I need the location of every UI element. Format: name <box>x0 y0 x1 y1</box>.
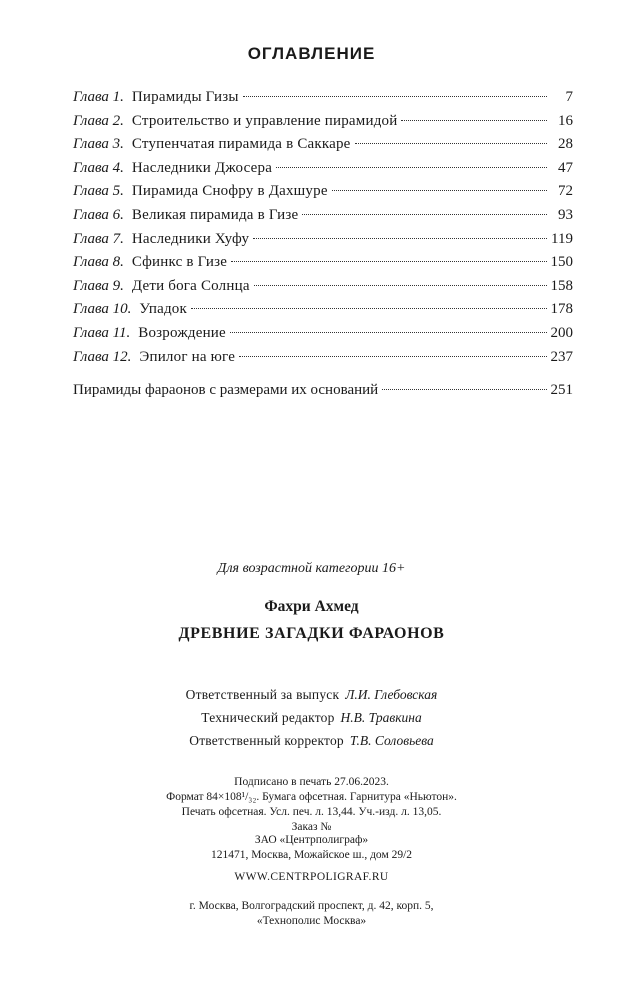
dot-leader <box>243 95 547 97</box>
credit-line <box>0 706 623 729</box>
chapter-label: Глава 4. <box>73 159 124 176</box>
chapter-page: 178 <box>550 301 573 318</box>
chapter-label: Глава 9. <box>73 277 124 294</box>
chapter-title: Пирамида Снофру в Дахшуре <box>131 183 328 200</box>
chapter-title: Пирамиды Гизы <box>131 89 239 105</box>
printing-address-line: «Технополис Москва» <box>256 915 367 927</box>
publisher-info <box>0 833 623 863</box>
print-info-line: Формат 84×108¹/₃₂. Бумага офсетная. Гарнитура «Ньютон». <box>166 791 457 803</box>
chapter-label: Глава 1. <box>73 89 124 105</box>
chapter-page: 93 <box>558 206 573 223</box>
chapter-title: Дети бога Солнца <box>131 277 250 294</box>
chapter-title: Великая пирамида в Гизе <box>131 206 299 223</box>
chapter-title: Возрождение <box>138 324 226 341</box>
dot-leader <box>302 213 547 215</box>
credit-name: Л.И. Глебовская <box>345 687 438 702</box>
dot-leader <box>231 260 546 262</box>
toc-title: ОГЛАВЛЕНИЕ <box>247 44 376 63</box>
publisher-name: ЗАО «Центрполиграф» <box>254 834 369 846</box>
credit-role: Ответственный за выпуск <box>185 687 340 702</box>
credits-block <box>0 683 623 752</box>
credit-name: Н.В. Травкина <box>340 710 422 725</box>
chapter-label: Глава 2. <box>73 112 124 129</box>
chapter-label: Глава 11. <box>73 324 131 341</box>
table-of-contents <box>73 86 573 403</box>
toc-entry <box>73 346 573 370</box>
appendix-title: Пирамиды фараонов с размерами их оснований <box>73 382 379 399</box>
dot-leader <box>191 307 547 309</box>
print-info <box>0 775 623 835</box>
dot-leader <box>355 142 547 144</box>
toc-entry <box>73 251 573 275</box>
dot-leader <box>253 237 547 239</box>
dot-leader <box>230 331 547 333</box>
chapter-page: 158 <box>550 277 573 294</box>
toc-entry <box>73 157 573 181</box>
toc-entry <box>73 322 573 346</box>
printing-address-line: г. Москва, Волгоградский проспект, д. 42, корп. 5, <box>189 900 434 912</box>
credit-name: Т.В. Соловьева <box>349 733 434 748</box>
print-info-line: Подписано в печать 27.06.2023. <box>234 776 389 788</box>
chapter-title: Эпилог на юге <box>139 348 236 365</box>
toc-entry <box>73 86 573 110</box>
chapter-page: 237 <box>550 348 573 365</box>
toc-entry <box>73 133 573 157</box>
credit-line <box>0 729 623 752</box>
credit-role: Технический редактор <box>201 710 335 725</box>
toc-entry-appendix <box>73 379 573 403</box>
print-info-line: Печать офсетная. Усл. печ. л. 13,44. Уч.-изд. л. 13,05. <box>181 806 442 818</box>
author-name: Фахри Ахмед <box>264 598 359 615</box>
chapter-page: 28 <box>558 136 573 153</box>
toc-entry <box>73 180 573 204</box>
dot-leader <box>401 119 547 121</box>
toc-entry <box>73 204 573 228</box>
appendix-page: 251 <box>550 382 573 399</box>
chapter-title: Наследники Джосера <box>131 159 273 176</box>
chapter-page: 150 <box>550 254 573 271</box>
chapter-page: 16 <box>558 112 573 129</box>
chapter-title: Ступенчатая пирамида в Саккаре <box>131 136 351 153</box>
chapter-title: Сфинкс в Гизе <box>131 254 228 271</box>
print-info-line: Заказ № <box>291 821 332 833</box>
chapter-label: Глава 8. <box>73 254 124 271</box>
dot-leader <box>382 388 546 390</box>
credit-role: Ответственный корректор <box>189 733 344 748</box>
dot-leader <box>332 189 547 191</box>
dot-leader <box>254 284 547 286</box>
publisher-address: 121471, Москва, Можайское ш., дом 29/2 <box>210 849 413 861</box>
age-rating: Для возрастной категории 16+ <box>217 561 406 576</box>
chapter-label: Глава 6. <box>73 206 124 223</box>
toc-entry <box>73 275 573 299</box>
chapter-title: Строительство и управление пирамидой <box>131 112 398 129</box>
chapter-label: Глава 10. <box>73 301 132 318</box>
toc-entry <box>73 228 573 252</box>
credit-line <box>0 683 623 706</box>
chapter-label: Глава 12. <box>73 348 132 365</box>
chapter-page: 200 <box>550 324 573 341</box>
chapter-page: 119 <box>551 230 573 247</box>
chapter-page: 72 <box>558 183 573 200</box>
dot-leader <box>239 355 546 357</box>
book-title: ДРЕВНИЕ ЗАГАДКИ ФАРАОНОВ <box>178 625 445 642</box>
dot-leader <box>276 166 547 168</box>
chapter-label: Глава 3. <box>73 136 124 153</box>
chapter-label: Глава 7. <box>73 230 124 247</box>
chapter-title: Упадок <box>139 301 187 318</box>
toc-entry <box>73 298 573 322</box>
chapter-page: 7 <box>565 89 573 105</box>
publisher-website: WWW.CENTRPOLIGRAF.RU <box>234 871 389 883</box>
chapter-page: 47 <box>558 159 573 176</box>
chapter-label: Глава 5. <box>73 183 124 200</box>
chapter-title: Наследники Хуфу <box>131 230 250 247</box>
toc-entry <box>73 110 573 134</box>
printing-address <box>0 899 623 929</box>
